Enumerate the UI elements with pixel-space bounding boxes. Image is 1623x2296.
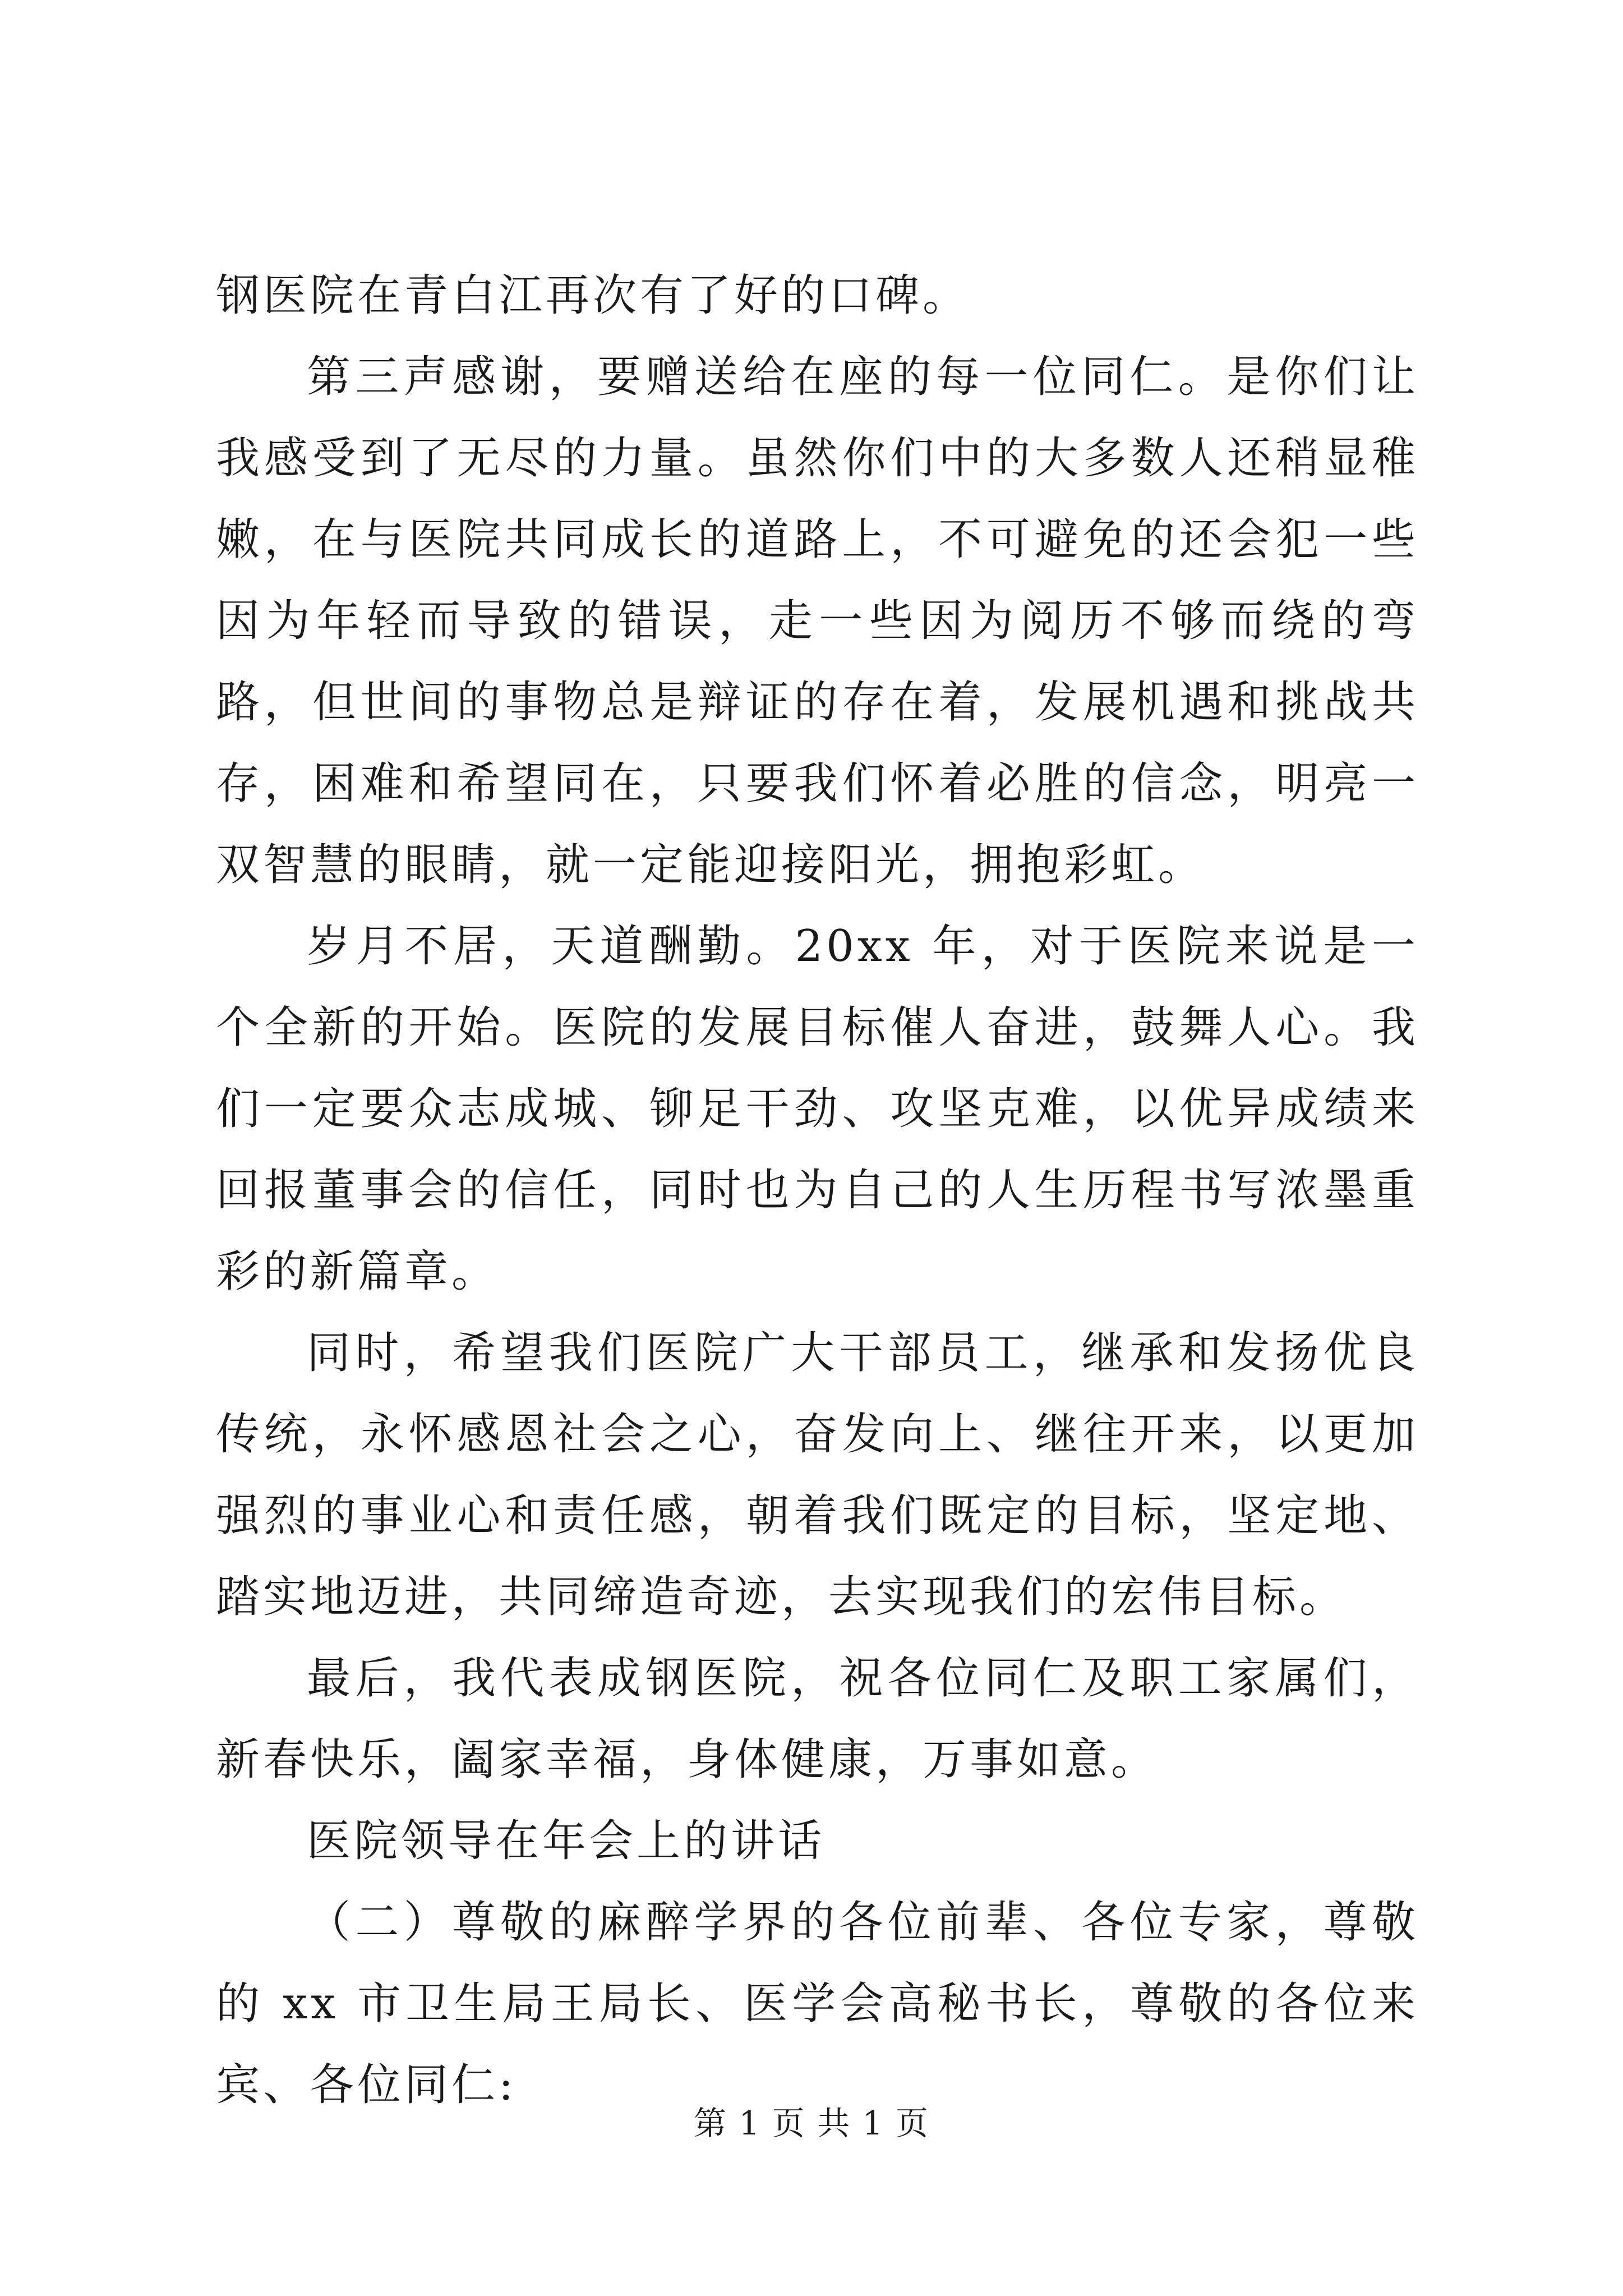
paragraph-1: 钢医院在青白江再次有了好的口碑。	[216, 270, 970, 321]
document-body	[216, 255, 1419, 2126]
paragraph-2: 第三声感谢，要赠送给在座的每一位同仁。是你们让我感受到了无尽的力量。虽然你们中的大多数人还稍显稚嫩，在与医院共同成长的道路上，不可避免的还会犯一些因为年轻而导致的错误，走一些因为阅历不够而绕的弯路，但世间的事物总是辩证的存在着，发展机遇和挑战共存，困难和希望同在，只要我们怀着必胜的信念，明亮一双智慧的眼睛，就一定能迎接阳光，拥抱彩虹。	[216, 352, 1419, 890]
page-footer: 第 1 页 共 1 页	[694, 2104, 929, 2142]
paragraph-6-heading: 医院领导在年会上的讲话	[307, 1816, 826, 1866]
paragraph-4: 同时，希望我们医院广大干部员工，继承和发扬优良传统，永怀感恩社会之心，奋发向上、继往开来，以更加强烈的事业心和责任感，朝着我们既定的目标，坚定地、踏实地迈进，共同缔造奇迹，去实现我们的宏伟目标。	[216, 1328, 1419, 1622]
paragraph-7: （二）尊敬的麻醉学界的各位前辈、各位专家，尊敬的 xx 市卫生局王局长、医学会高秘书长，尊敬的各位来宾、各位同仁:	[216, 1897, 1419, 2110]
paragraph-3: 岁月不居，天道酬勤。20xx 年，对于医院来说是一个全新的开始。医院的发展目标催人奋进，鼓舞人心。我们一定要众志成城、铆足干劲、攻坚克难，以优异成绩来回报董事会的信任，同时也为自己的人生历程书写浓墨重彩的新篇章。	[216, 921, 1419, 1297]
paragraph-5: 最后，我代表成钢医院，祝各位同仁及职工家属们，新春快乐，阖家幸福，身体健康，万事如意。	[216, 1653, 1419, 1785]
